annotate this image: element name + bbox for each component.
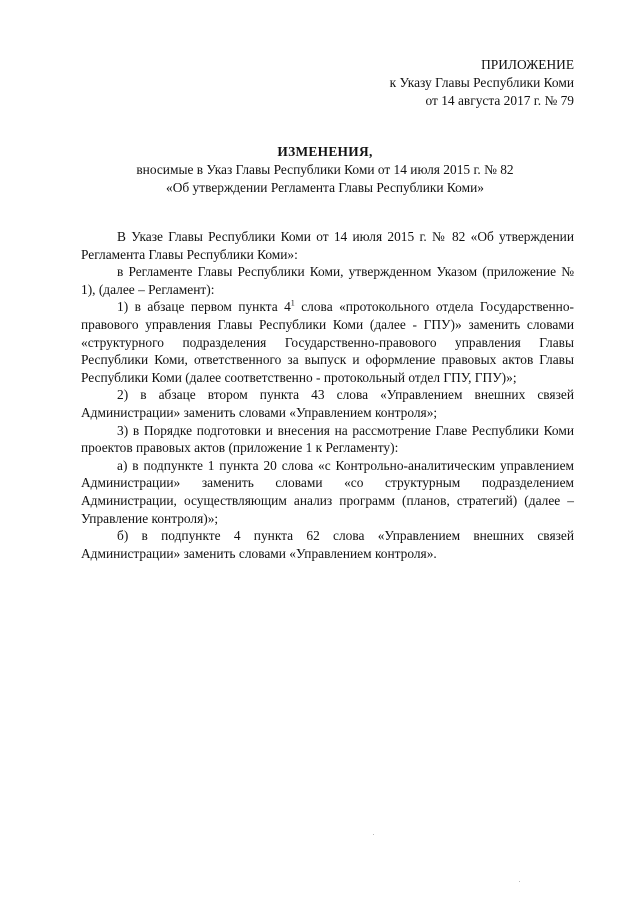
paragraph-5: 3) в Порядке подготовки и внесения на рассмотрение Главе Республики Коми проектов правовых актов (приложение 1 к Регламенту): <box>81 422 574 456</box>
paragraph-7: б) в подпункте 4 пункта 62 слова «Управлением внешних связей Администрации» заменить словами «Управлением контроля». <box>81 528 574 561</box>
scan-speck <box>373 834 374 835</box>
appendix-date: от 14 августа 2017 г. № 79 <box>425 93 574 108</box>
paragraph-2: в Регламенте Главы Республики Коми, утвержденном Указом (приложение № 1), (далее – Регламент): <box>81 264 574 297</box>
scan-speck <box>519 881 520 882</box>
appendix-block <box>390 56 574 110</box>
document-title: ИЗМЕНЕНИЯ, <box>277 144 373 159</box>
appendix-decree: к Указу Главы Республики Коми <box>389 75 574 90</box>
paragraph-3 <box>81 298 574 386</box>
paragraph-3-end: слова «протокольного отдела Государственно-правового управления Главы Республики Коми (далее - ГПУ)» заменить словами «структурного подразделения Государственно-правового управления Главы Республики Коми, ответственного за выпуск и оформление правовых актов Главы Республики Коми (далее соответственно - протокольный отдел ГПУ, ГПУ)»; <box>81 299 574 385</box>
document-subtitle-line1: вносимые в Указ Главы Республики Коми от 14 июля 2015 г. № 82 <box>136 162 514 177</box>
paragraph-1: В Указе Главы Республики Коми от 14 июля 2015 г. № 82 «Об утверждении Регламента Главы Республики Коми»: <box>81 229 574 262</box>
paragraph-6: а) в подпункте 1 пункта 20 слова «с Контрольно-аналитическим управлением Администрации» заменить словами «со структурным подразделением Администрации, осуществляющим анализ программ (планов, стратегий) (далее – Управление контроля)»; <box>81 457 574 526</box>
paragraph-3-superscript: 1 <box>290 298 295 308</box>
paragraph-3-start: 1) в абзаце первом пункта 4 <box>117 299 291 315</box>
document-subtitle-line2: «Об утверждении Регламента Главы Республики Коми» <box>166 180 484 195</box>
document-heading <box>76 143 574 197</box>
appendix-label: ПРИЛОЖЕНИЕ <box>481 57 574 72</box>
paragraph-4: 2) в абзаце втором пункта 43 слова «Управлением внешних связей Администрации» заменить словами «Управлением контроля»; <box>81 387 574 420</box>
document-body <box>81 228 574 562</box>
